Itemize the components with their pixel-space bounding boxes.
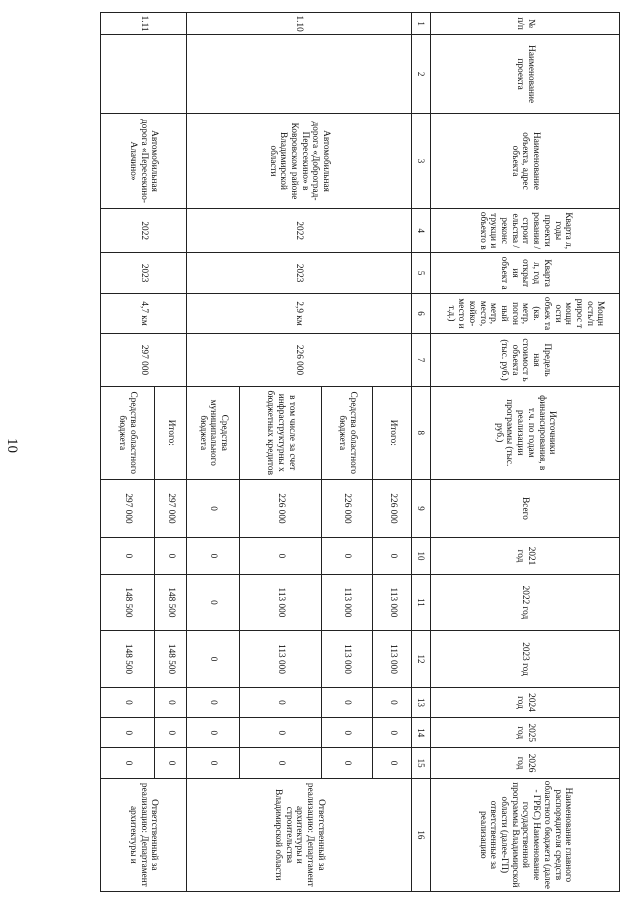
- column-number: 5: [411, 253, 430, 293]
- source-total: 0: [186, 479, 240, 538]
- header-total: [431, 479, 620, 538]
- source-2025: 0: [373, 718, 412, 748]
- header-project: [431, 35, 620, 114]
- column-number: 1: [411, 13, 430, 35]
- header-open-year: [431, 253, 620, 293]
- header-object: [431, 114, 620, 209]
- column-number: 11: [411, 574, 430, 631]
- source-2021: 0: [154, 538, 186, 574]
- source-2021: 0: [240, 538, 321, 574]
- header-design-period: [431, 208, 620, 252]
- column-number: 13: [411, 687, 430, 717]
- header-limit-cost-label: Предель ная стоимост ь объекта (тыс. руб.): [499, 338, 552, 382]
- source-2025: 0: [321, 718, 372, 748]
- row-limit-cost: 226 000: [186, 334, 411, 387]
- source-2023: 113 000: [240, 631, 321, 688]
- investment-table: [100, 12, 620, 892]
- source-2024: 0: [186, 687, 240, 717]
- row-limit-cost: 297 000: [101, 334, 187, 387]
- source-2026: 0: [321, 748, 372, 778]
- source-total: 226 000: [321, 479, 372, 538]
- header-responsible-label: Наименование главного распорядителя средств областного бюджета (далее - ГРБС) Наименование государственной программы Владимирской области (далее-ГП) ответственные за реализацию: [477, 780, 574, 889]
- source-2023: 148 500: [154, 631, 186, 688]
- column-number: 14: [411, 718, 430, 748]
- header-capacity-label: Мощн ость/п рирос т мощн ости объек та (кв. метр, погон ный метр, место, койко-место и т.д.): [445, 296, 606, 331]
- source-2024: 0: [101, 687, 155, 717]
- header-2021-label: 2021 год: [515, 546, 536, 566]
- column-number: 8: [411, 386, 430, 479]
- source-2021: 0: [373, 538, 412, 574]
- header-open-year-label: Кварта л, год открыт ия объект а: [499, 256, 552, 290]
- source-name: Итого:: [154, 386, 186, 479]
- row-design-period: 2022: [186, 208, 411, 252]
- source-2026: 0: [240, 748, 321, 778]
- row-object: Автомобильная дорога «Доброград-Пересекино» в Ковровском районе Владимирской области: [186, 114, 411, 209]
- source-2025: 0: [154, 718, 186, 748]
- header-2021: [431, 538, 620, 574]
- column-number: 15: [411, 748, 430, 778]
- row-capacity: 2,9 км: [186, 293, 411, 333]
- header-2023: [431, 631, 620, 688]
- header-2022: [431, 574, 620, 631]
- source-2026: 0: [186, 748, 240, 778]
- row-num: 1.10: [186, 13, 411, 35]
- table-row: [373, 13, 412, 892]
- table-canvas: [100, 12, 620, 892]
- header-sources-label: Источники финансирования, в т.ч. по годам реализации программы (тыс. руб.): [493, 395, 558, 471]
- source-name: Средства муниципального бюджета: [186, 386, 240, 479]
- column-number: 7: [411, 334, 430, 387]
- header-row: [431, 13, 620, 892]
- source-name: в том числе за счет инфраструктурны х бюджетных кредитов: [240, 386, 321, 479]
- source-2021: 0: [101, 538, 155, 574]
- source-2024: 0: [373, 687, 412, 717]
- page-number: 10: [4, 438, 20, 453]
- column-number: 2: [411, 35, 430, 114]
- header-total-label: Всего: [520, 497, 531, 520]
- source-name: Итого:: [373, 386, 412, 479]
- header-2025-label: 2025 год: [515, 723, 536, 743]
- header-num: [431, 13, 620, 35]
- source-2024: 0: [321, 687, 372, 717]
- header-design-period-label: Кварта л, годы проекти рования /строит ельства /реконс трукци и объекто в: [477, 211, 574, 250]
- column-number: 3: [411, 114, 430, 209]
- header-num-label: № п/п: [515, 17, 536, 30]
- source-2022: 148 500: [101, 574, 155, 631]
- row-responsible: Ответственный за реализацию: Департамент архитектуры и строительства Владимирской области: [186, 778, 411, 891]
- source-2026: 0: [101, 748, 155, 778]
- header-object-label: Наименование объекта, адрес объекта: [509, 132, 542, 190]
- source-total: 297 000: [154, 479, 186, 538]
- column-number: 6: [411, 293, 430, 333]
- header-responsible: [431, 778, 620, 891]
- column-number: 9: [411, 479, 430, 538]
- column-number: 10: [411, 538, 430, 574]
- source-2025: 0: [186, 718, 240, 748]
- header-sources: [431, 386, 620, 479]
- column-number: 16: [411, 778, 430, 891]
- header-capacity: [431, 293, 620, 333]
- table-row: [154, 13, 186, 892]
- source-2024: 0: [154, 687, 186, 717]
- source-2022: 0: [186, 574, 240, 631]
- source-2025: 0: [101, 718, 155, 748]
- source-2023: 113 000: [321, 631, 372, 688]
- header-project-label: Наименование проекта: [515, 45, 536, 104]
- row-open-year: 2023: [101, 253, 187, 293]
- header-2026: [431, 748, 620, 778]
- source-total: 226 000: [373, 479, 412, 538]
- row-object: Автомобильная дорога «Пересекино-Алачино»: [101, 114, 187, 209]
- source-2026: 0: [154, 748, 186, 778]
- row-project: [101, 35, 187, 114]
- source-2023: 0: [186, 631, 240, 688]
- source-2022: 113 000: [240, 574, 321, 631]
- header-2025: [431, 718, 620, 748]
- row-project: [186, 35, 411, 114]
- source-2025: 0: [240, 718, 321, 748]
- row-responsible: Ответственный за реализацию: Департамент архитектуры и: [101, 778, 187, 891]
- column-number-row: [411, 13, 430, 892]
- source-2022: 148 500: [154, 574, 186, 631]
- source-total: 226 000: [240, 479, 321, 538]
- header-2024-label: 2024 год: [515, 693, 536, 712]
- source-2021: 0: [321, 538, 372, 574]
- row-capacity: 4,7 км: [101, 293, 187, 333]
- source-name: Средства областного бюджета: [321, 386, 372, 479]
- header-2022-label: 2022 год: [520, 585, 531, 620]
- source-2023: 113 000: [373, 631, 412, 688]
- source-name: Средства областного бюджета: [101, 386, 155, 479]
- source-2026: 0: [373, 748, 412, 778]
- source-2021: 0: [186, 538, 240, 574]
- column-number: 12: [411, 631, 430, 688]
- column-number: 4: [411, 208, 430, 252]
- source-2024: 0: [240, 687, 321, 717]
- header-2024: [431, 687, 620, 717]
- row-design-period: 2022: [101, 208, 187, 252]
- header-limit-cost: [431, 334, 620, 387]
- header-2026-label: 2026 год: [515, 753, 536, 773]
- source-2022: 113 000: [321, 574, 372, 631]
- source-total: 297 000: [101, 479, 155, 538]
- source-2022: 113 000: [373, 574, 412, 631]
- row-open-year: 2023: [186, 253, 411, 293]
- header-2023-label: 2023 год: [520, 642, 531, 676]
- row-num: 1.11: [101, 13, 187, 35]
- source-2023: 148 500: [101, 631, 155, 688]
